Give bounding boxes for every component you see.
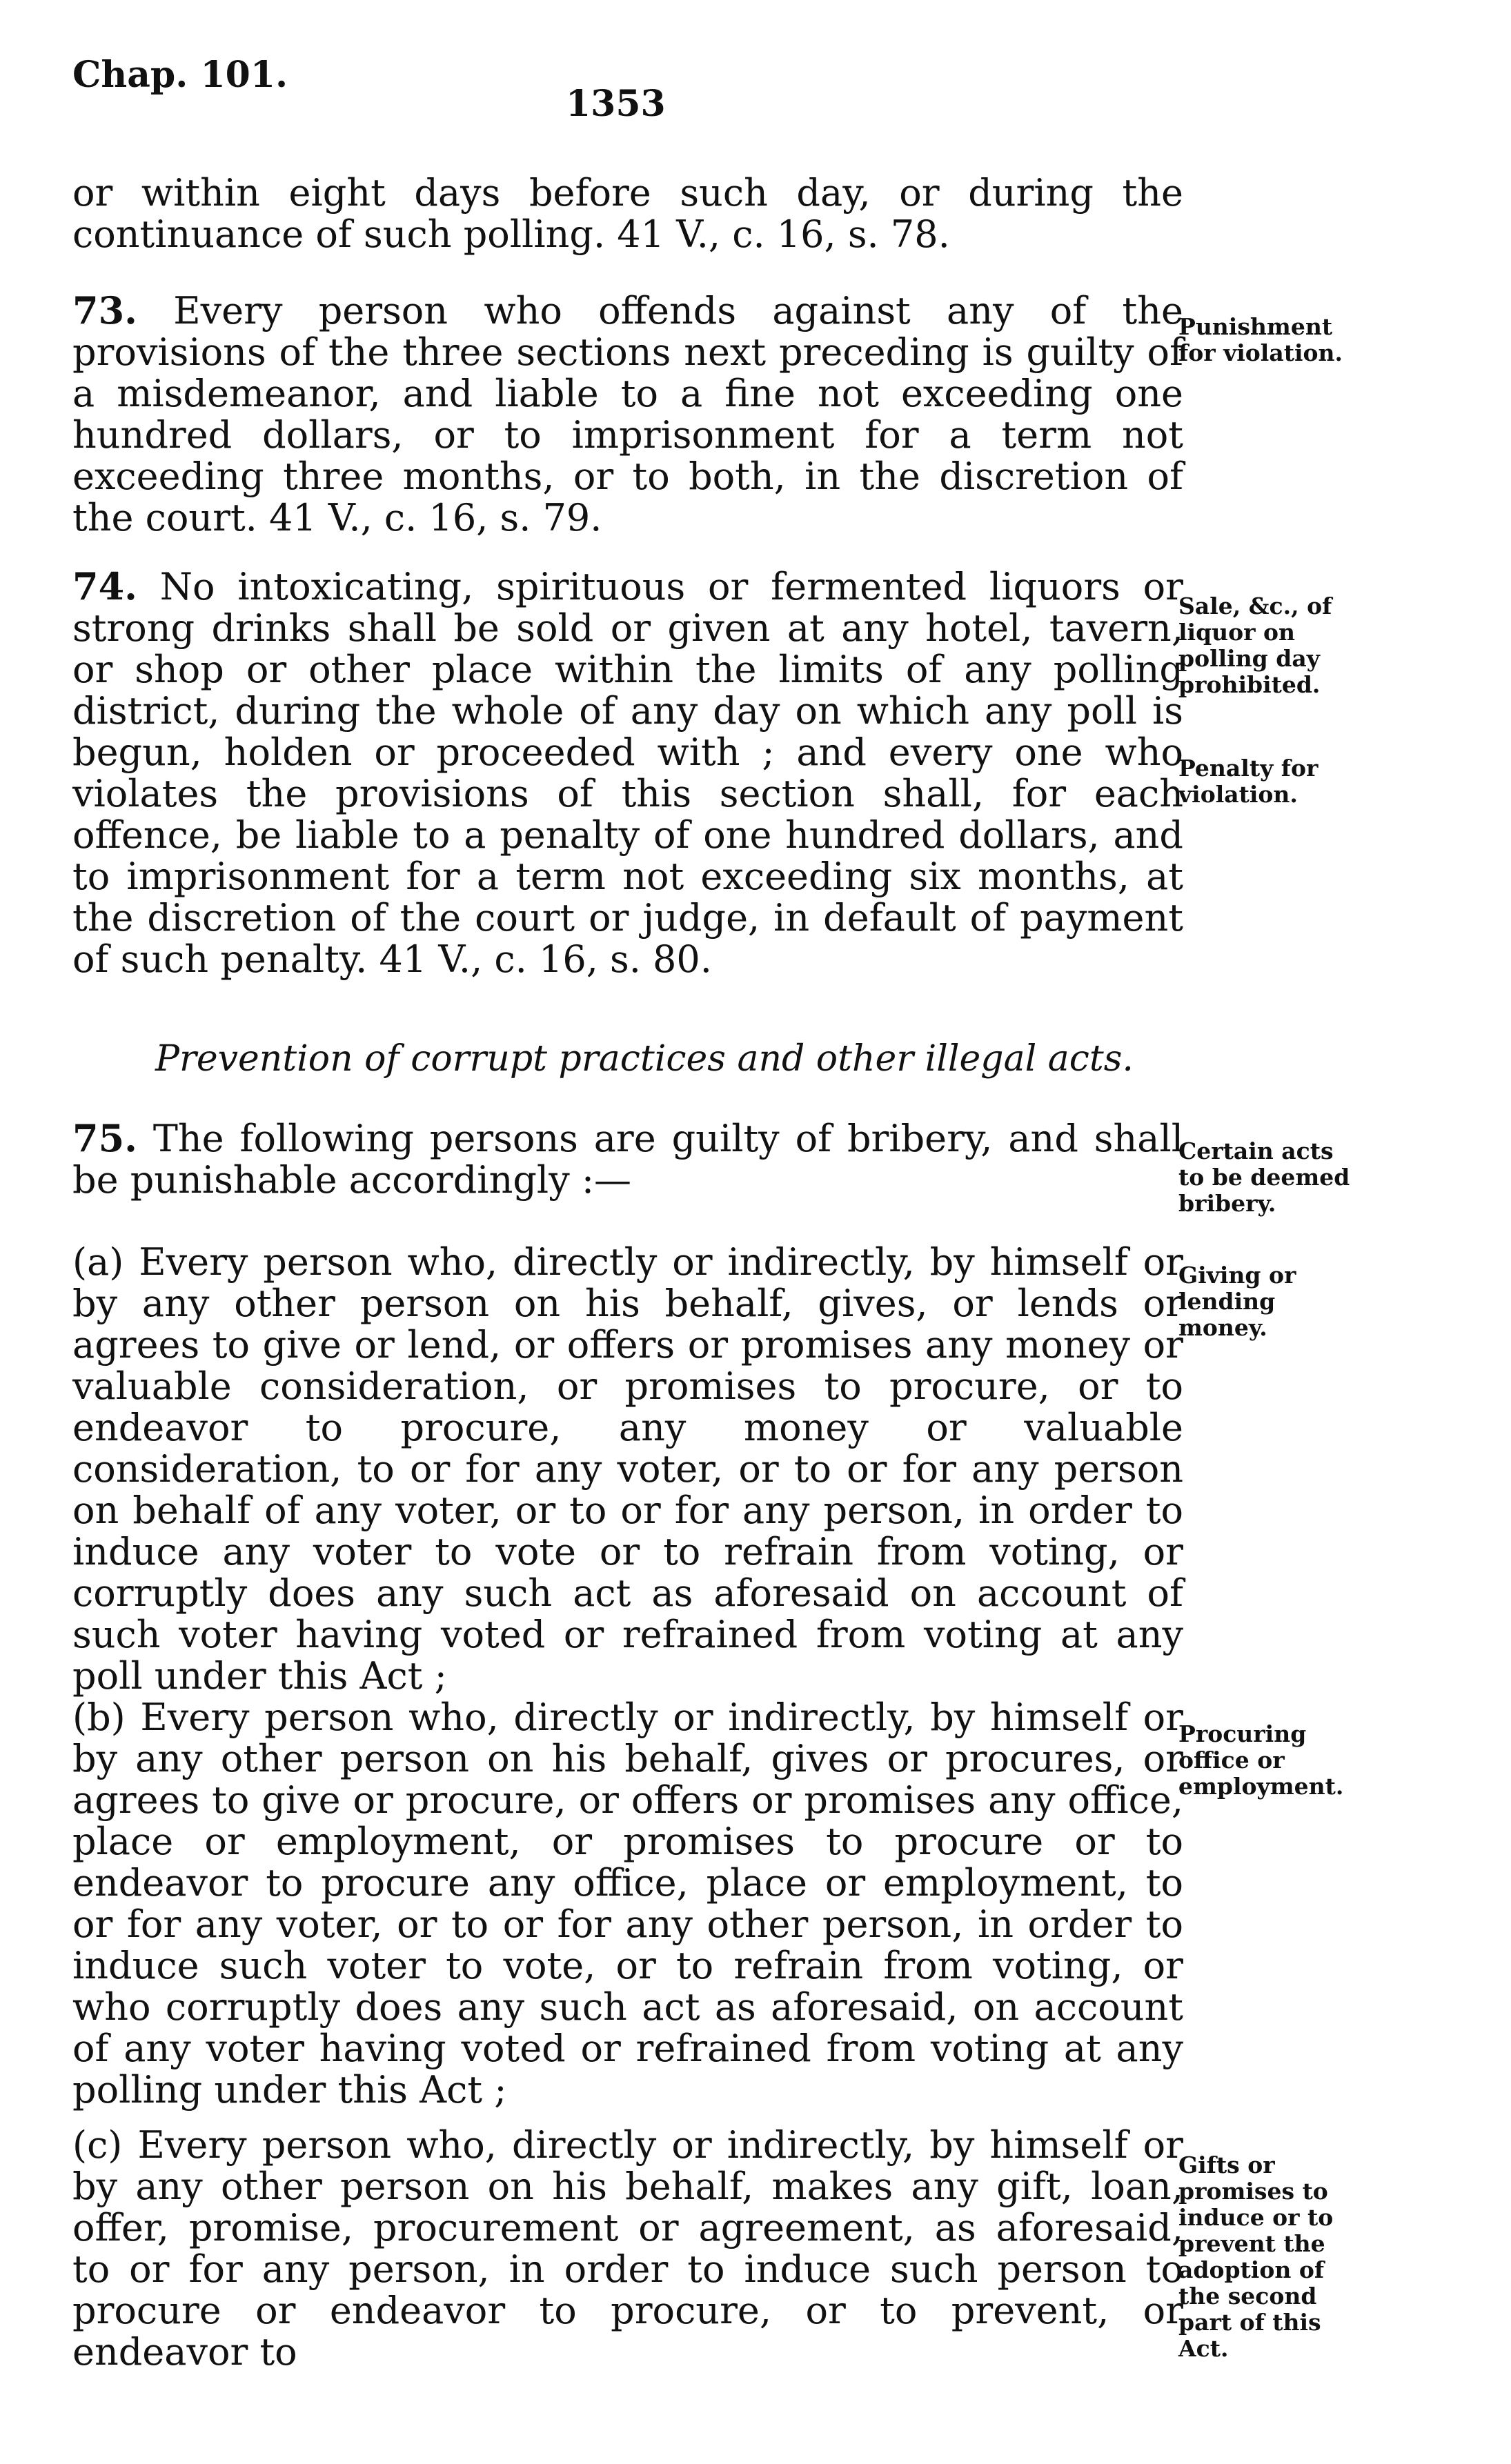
section-heading: Prevention of corrupt practices and other illegal acts. [155,1038,1134,1080]
section-number: 74. [72,564,137,608]
clause-c [72,2125,1183,2373]
page-number: 1353 [566,83,666,125]
marginal-note: Punishment for violation. [1178,313,1343,366]
section-text: No intoxicating, spirituous or fermented liquors or strong drinks shall be sold or given at any hotel, tavern, or shop or other place within the limits of any polling district, during the whole of any day on which any poll is begun, holden or proceeded with ; and every one who violates the provisions of this section shall, for each offence, be liable to a penalty of one hundred dollars, and to imprisonment for a term not exceeding six months, at the discretion of the court or judge, in default of payment of such penalty. 41 V., c. 16, s. 80. [72,565,1183,981]
marginal-note: Sale, &c., of liquor on polling day prohibited. [1178,593,1332,698]
clause-b [72,1697,1183,2111]
section-text: Every person who offends against any of the provisions of the three sections next preceding is guilty of a misdemeanor, and liable to a fine not exceeding one hundred dollars, or to imprisonment for a term not exceeding three months, or to both, in the discretion of the court. 41 V., c. 16, s. 79. [72,289,1183,539]
clause-letter: (b) [72,1696,126,1739]
clause-text: Every person who, directly or indirectly, by himself or by any other person on his behalf, gives, or lends or agrees to give or lend, or offers or promises any money or valuable consideration, or promises to procure, or to endeavor to procure, any money or valuable consideration, to or for any voter, or to or for any person on behalf of any voter, or to or for any person, in order to induce any voter to vote or to refrain from voting, or corruptly does any such act as aforesaid on account of such voter having voted or refrained from voting at any poll under this Act ; [72,1240,1183,1698]
marginal-note: Procuring office or employment. [1178,1720,1344,1800]
chapter-header: Chap. 101. [72,54,288,96]
marginal-note: Penalty for violation. [1178,755,1319,808]
paragraph-text: or within eight days before such day, or during the continuance of such polling. 41 V., c. 16, s. 78. [72,171,1183,256]
marginal-note: Giving or lending money. [1178,1262,1296,1341]
section-text: The following persons are guilty of bribery, and shall be punishable accordingly :— [72,1117,1184,1202]
clause-letter: (c) [72,2123,123,2167]
clause-letter: (a) [72,1240,124,1284]
section-73 [72,290,1183,539]
section-75 [72,1117,1183,1201]
marginal-note: Gifts or promises to induce or to prevent the adoption of the second part of this Act. [1178,2152,1334,2362]
marginal-note: Certain acts to be deemed bribery. [1178,1137,1350,1217]
section-74 [72,566,1183,980]
clause-a [72,1242,1183,1697]
clause-text: Every person who, directly or indirectly, by himself or by any other person on his behalf, makes any gift, loan, offer, promise, procurement or agreement, as aforesaid, to or for any person, in order to induce such person to procure or endeavor to procure, or to prevent, or endeavor to [72,2123,1183,2374]
paragraph-continuation [72,172,1183,255]
clause-text: Every person who, directly or indirectly, by himself or by any other person on his behalf, gives or procures, or agrees to give or procure, or offers or promises any office, place or employment, or promises to procure or to endeavor to procure any office, place or employment, to or for any voter, or to or for any other person, in order to induce such voter to vote, or to refrain from voting, or who corruptly does any such act as aforesaid, on account of any voter having voted or refrained from voting at any polling under this Act ; [72,1696,1183,2112]
section-number: 75. [72,1116,137,1160]
section-number: 73. [72,288,137,332]
